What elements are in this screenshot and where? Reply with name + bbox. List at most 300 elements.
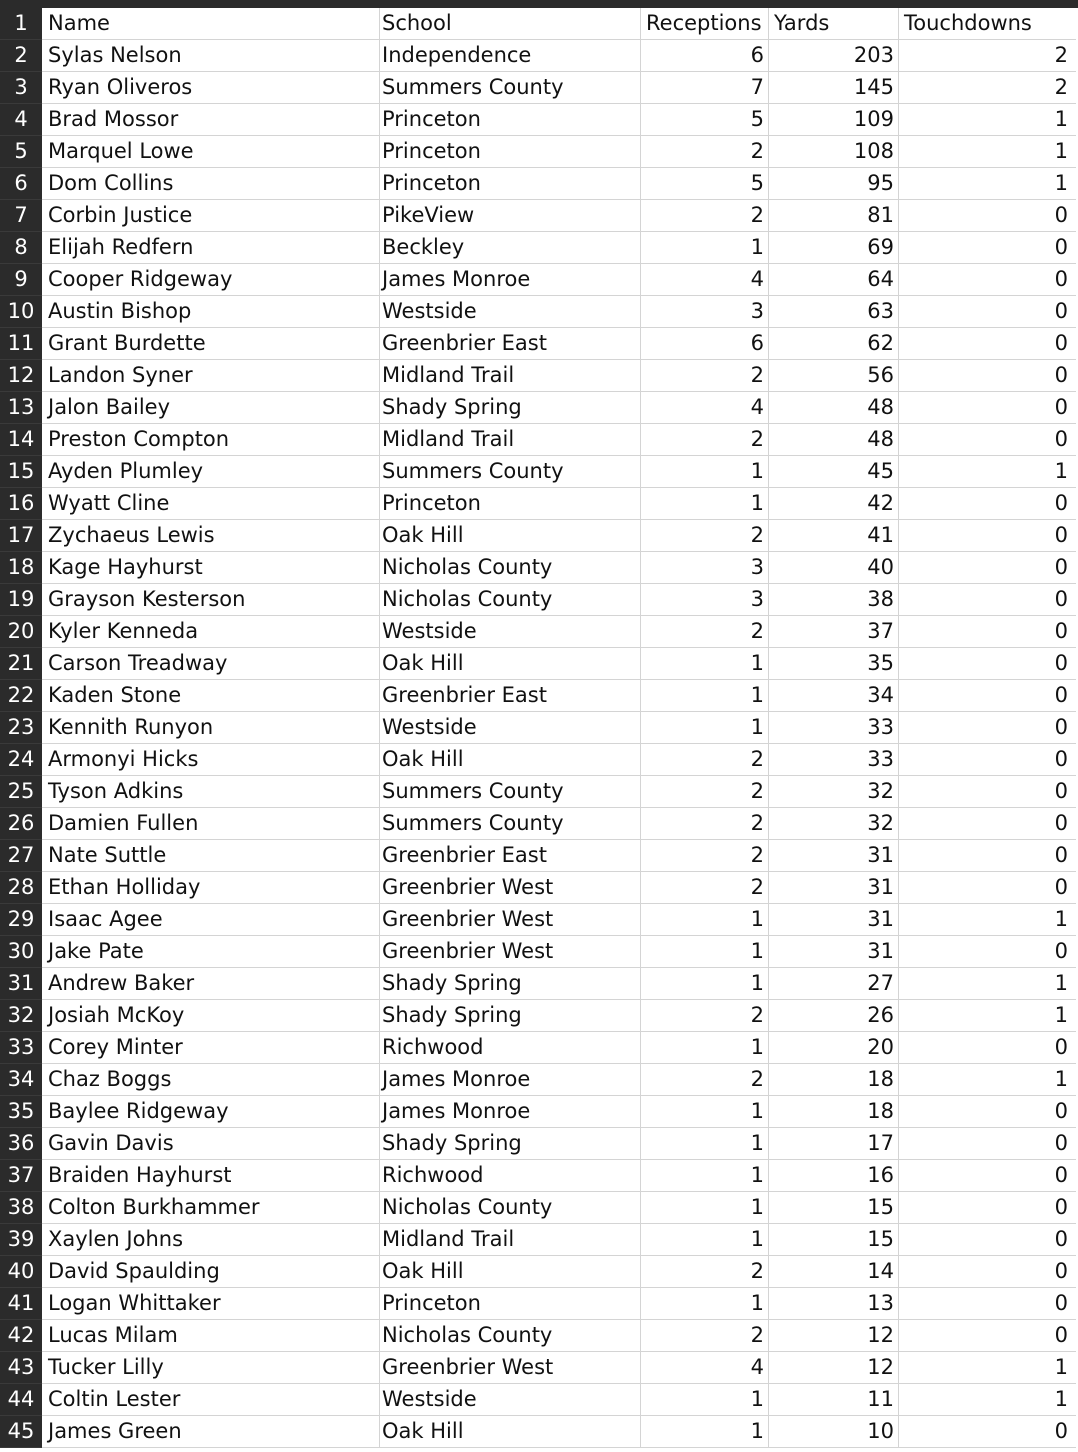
cell-receptions[interactable]: 2 — [641, 1320, 769, 1352]
cell-receptions[interactable]: 2 — [641, 744, 769, 776]
table-row — [0, 1352, 1078, 1384]
table-row — [0, 264, 1078, 296]
cell-receptions[interactable]: 2 — [641, 616, 769, 648]
cell-yards[interactable]: 35 — [769, 648, 899, 680]
cell-name[interactable]: Corbin Justice — [42, 200, 380, 232]
cell-name[interactable]: Landon Syner — [42, 360, 380, 392]
cell-school[interactable]: Princeton — [380, 1288, 641, 1320]
sheet-top-edge — [0, 0, 1078, 8]
cell-touchdowns[interactable]: 1 — [899, 968, 1076, 1000]
cell-touchdowns[interactable]: 1 — [899, 1384, 1076, 1416]
cell-name[interactable]: Kennith Runyon — [42, 712, 380, 744]
cell-name[interactable]: Logan Whittaker — [42, 1288, 380, 1320]
table-row — [0, 744, 1078, 776]
cell-school[interactable]: Richwood — [380, 1160, 641, 1192]
cell-touchdowns[interactable]: 0 — [899, 424, 1076, 456]
cell-receptions[interactable]: 2 — [641, 1256, 769, 1288]
cell-school[interactable]: Oak Hill — [380, 648, 641, 680]
cell-receptions[interactable]: 2 — [641, 360, 769, 392]
cell-receptions[interactable]: 2 — [641, 424, 769, 456]
table-row — [0, 1000, 1078, 1032]
table-row — [0, 200, 1078, 232]
table-row — [0, 488, 1078, 520]
cell-name[interactable]: Brad Mossor — [42, 104, 380, 136]
table-row — [0, 1160, 1078, 1192]
row-number[interactable]: 20 — [0, 616, 42, 648]
cell-touchdowns[interactable]: 0 — [899, 520, 1076, 552]
cell-name[interactable]: Kaden Stone — [42, 680, 380, 712]
cell-name[interactable]: Jalon Bailey — [42, 392, 380, 424]
cell-receptions[interactable]: 5 — [641, 168, 769, 200]
cell-name[interactable]: Andrew Baker — [42, 968, 380, 1000]
cell-school[interactable]: Midland Trail — [380, 360, 641, 392]
table-row — [0, 584, 1078, 616]
row-number[interactable]: 21 — [0, 648, 42, 680]
cell-receptions[interactable]: 2 — [641, 1000, 769, 1032]
cell-yards[interactable]: 64 — [769, 264, 899, 296]
cell-name[interactable]: Cooper Ridgeway — [42, 264, 380, 296]
cell-name[interactable]: Dom Collins — [42, 168, 380, 200]
cell-school[interactable]: Nicholas County — [380, 1320, 641, 1352]
table-row — [0, 1416, 1078, 1448]
cell-yards[interactable]: 63 — [769, 296, 899, 328]
cell-school[interactable]: Westside — [380, 616, 641, 648]
cell-yards[interactable]: 62 — [769, 328, 899, 360]
cell-yards[interactable]: 12 — [769, 1320, 899, 1352]
cell-receptions[interactable]: 1 — [641, 1416, 769, 1448]
cell-touchdowns[interactable]: 0 — [899, 616, 1076, 648]
cell-name[interactable]: Lucas Milam — [42, 1320, 380, 1352]
table-row — [0, 104, 1078, 136]
table-row — [0, 456, 1078, 488]
header-cell-yards[interactable]: Yards — [769, 8, 899, 40]
cell-yards[interactable]: 18 — [769, 1096, 899, 1128]
row-number[interactable]: 25 — [0, 776, 42, 808]
cell-yards[interactable]: 145 — [769, 72, 899, 104]
cell-yards[interactable]: 18 — [769, 1064, 899, 1096]
row-number[interactable]: 37 — [0, 1160, 42, 1192]
row-number[interactable]: 18 — [0, 552, 42, 584]
cell-school[interactable]: Greenbrier West — [380, 1352, 641, 1384]
row-number[interactable]: 8 — [0, 232, 42, 264]
cell-school[interactable]: Shady Spring — [380, 1128, 641, 1160]
cell-name[interactable]: Coltin Lester — [42, 1384, 380, 1416]
table-row — [0, 296, 1078, 328]
table-row — [0, 360, 1078, 392]
cell-school[interactable]: Greenbrier East — [380, 680, 641, 712]
cell-name[interactable]: Gavin Davis — [42, 1128, 380, 1160]
cell-school[interactable]: Nicholas County — [380, 584, 641, 616]
cell-receptions[interactable]: 1 — [641, 1096, 769, 1128]
cell-touchdowns[interactable]: 0 — [899, 264, 1076, 296]
table-row — [0, 904, 1078, 936]
row-number[interactable]: 28 — [0, 872, 42, 904]
cell-name[interactable]: Tucker Lilly — [42, 1352, 380, 1384]
cell-school[interactable]: James Monroe — [380, 1096, 641, 1128]
cell-receptions[interactable]: 1 — [641, 1128, 769, 1160]
cell-yards[interactable]: 34 — [769, 680, 899, 712]
row-number[interactable]: 39 — [0, 1224, 42, 1256]
row-number[interactable]: 22 — [0, 680, 42, 712]
cell-receptions[interactable]: 2 — [641, 136, 769, 168]
cell-yards[interactable]: 16 — [769, 1160, 899, 1192]
header-cell-touchdowns[interactable]: Touchdowns — [899, 8, 1076, 40]
cell-school[interactable]: Shady Spring — [380, 392, 641, 424]
cell-receptions[interactable]: 2 — [641, 840, 769, 872]
cell-receptions[interactable]: 1 — [641, 232, 769, 264]
cell-touchdowns[interactable]: 0 — [899, 584, 1076, 616]
table-row — [0, 1192, 1078, 1224]
cell-name[interactable]: Tyson Adkins — [42, 776, 380, 808]
table-row — [0, 1096, 1078, 1128]
table-row — [0, 1032, 1078, 1064]
row-number[interactable]: 12 — [0, 360, 42, 392]
cell-receptions[interactable]: 1 — [641, 1032, 769, 1064]
cell-school[interactable]: Midland Trail — [380, 1224, 641, 1256]
cell-name[interactable]: David Spaulding — [42, 1256, 380, 1288]
cell-name[interactable]: Armonyi Hicks — [42, 744, 380, 776]
cell-yards[interactable]: 12 — [769, 1352, 899, 1384]
cell-name[interactable]: Carson Treadway — [42, 648, 380, 680]
cell-receptions[interactable]: 2 — [641, 200, 769, 232]
cell-yards[interactable]: 31 — [769, 904, 899, 936]
cell-touchdowns[interactable]: 1 — [899, 168, 1076, 200]
row-number[interactable]: 7 — [0, 200, 42, 232]
cell-receptions[interactable]: 1 — [641, 680, 769, 712]
cell-school[interactable]: Westside — [380, 712, 641, 744]
table-row — [0, 968, 1078, 1000]
row-number[interactable]: 1 — [0, 8, 42, 40]
cell-receptions[interactable]: 1 — [641, 904, 769, 936]
cell-yards[interactable]: 38 — [769, 584, 899, 616]
cell-receptions[interactable]: 1 — [641, 1288, 769, 1320]
row-number[interactable]: 23 — [0, 712, 42, 744]
cell-yards[interactable]: 20 — [769, 1032, 899, 1064]
cell-name[interactable]: Grayson Kesterson — [42, 584, 380, 616]
row-number[interactable]: 38 — [0, 1192, 42, 1224]
cell-touchdowns[interactable]: 0 — [899, 1256, 1076, 1288]
cell-touchdowns[interactable]: 1 — [899, 136, 1076, 168]
cell-name[interactable]: Marquel Lowe — [42, 136, 380, 168]
cell-touchdowns[interactable]: 0 — [899, 1128, 1076, 1160]
row-number[interactable]: 43 — [0, 1352, 42, 1384]
cell-school[interactable]: Princeton — [380, 104, 641, 136]
header-row — [0, 8, 1078, 40]
row-number[interactable]: 3 — [0, 72, 42, 104]
cell-touchdowns[interactable]: 0 — [899, 328, 1076, 360]
cell-yards[interactable]: 27 — [769, 968, 899, 1000]
cell-school[interactable]: Summers County — [380, 776, 641, 808]
row-number[interactable]: 9 — [0, 264, 42, 296]
cell-receptions[interactable]: 6 — [641, 328, 769, 360]
cell-yards[interactable]: 109 — [769, 104, 899, 136]
cell-school[interactable]: James Monroe — [380, 1064, 641, 1096]
cell-touchdowns[interactable]: 0 — [899, 840, 1076, 872]
cell-receptions[interactable]: 1 — [641, 1160, 769, 1192]
cell-receptions[interactable]: 1 — [641, 1224, 769, 1256]
cell-touchdowns[interactable]: 0 — [899, 712, 1076, 744]
row-number[interactable]: 40 — [0, 1256, 42, 1288]
cell-school[interactable]: Oak Hill — [380, 1256, 641, 1288]
cell-touchdowns[interactable]: 0 — [899, 808, 1076, 840]
cell-yards[interactable]: 11 — [769, 1384, 899, 1416]
cell-yards[interactable]: 41 — [769, 520, 899, 552]
cell-receptions[interactable]: 1 — [641, 968, 769, 1000]
row-number[interactable]: 11 — [0, 328, 42, 360]
cell-school[interactable]: Independence — [380, 40, 641, 72]
cell-school[interactable]: Greenbrier West — [380, 936, 641, 968]
cell-touchdowns[interactable]: 0 — [899, 1192, 1076, 1224]
cell-name[interactable]: Corey Minter — [42, 1032, 380, 1064]
row-number[interactable]: 27 — [0, 840, 42, 872]
cell-yards[interactable]: 40 — [769, 552, 899, 584]
row-number[interactable]: 2 — [0, 40, 42, 72]
cell-name[interactable]: Xaylen Johns — [42, 1224, 380, 1256]
row-number[interactable]: 24 — [0, 744, 42, 776]
cell-school[interactable]: Nicholas County — [380, 552, 641, 584]
row-number[interactable]: 29 — [0, 904, 42, 936]
cell-yards[interactable]: 81 — [769, 200, 899, 232]
cell-yards[interactable]: 48 — [769, 424, 899, 456]
cell-name[interactable]: Preston Compton — [42, 424, 380, 456]
cell-touchdowns[interactable]: 0 — [899, 872, 1076, 904]
cell-school[interactable]: Richwood — [380, 1032, 641, 1064]
cell-touchdowns[interactable]: 1 — [899, 456, 1076, 488]
cell-receptions[interactable]: 1 — [641, 936, 769, 968]
cell-name[interactable]: Ayden Plumley — [42, 456, 380, 488]
row-number[interactable]: 41 — [0, 1288, 42, 1320]
cell-school[interactable]: Westside — [380, 1384, 641, 1416]
cell-receptions[interactable]: 1 — [641, 712, 769, 744]
cell-name[interactable]: Isaac Agee — [42, 904, 380, 936]
table-row — [0, 1384, 1078, 1416]
cell-school[interactable]: Oak Hill — [380, 744, 641, 776]
cell-receptions[interactable]: 3 — [641, 552, 769, 584]
cell-name[interactable]: Chaz Boggs — [42, 1064, 380, 1096]
cell-receptions[interactable]: 4 — [641, 392, 769, 424]
cell-school[interactable]: Summers County — [380, 808, 641, 840]
cell-touchdowns[interactable]: 0 — [899, 392, 1076, 424]
cell-school[interactable]: Midland Trail — [380, 424, 641, 456]
cell-touchdowns[interactable]: 0 — [899, 744, 1076, 776]
cell-school[interactable]: Nicholas County — [380, 1192, 641, 1224]
row-number[interactable]: 13 — [0, 392, 42, 424]
cell-school[interactable]: Summers County — [380, 72, 641, 104]
cell-touchdowns[interactable]: 1 — [899, 104, 1076, 136]
row-number[interactable]: 35 — [0, 1096, 42, 1128]
table-row — [0, 712, 1078, 744]
row-number[interactable]: 34 — [0, 1064, 42, 1096]
table-row — [0, 1320, 1078, 1352]
cell-touchdowns[interactable]: 1 — [899, 1352, 1076, 1384]
cell-yards[interactable]: 31 — [769, 936, 899, 968]
cell-school[interactable]: PikeView — [380, 200, 641, 232]
header-cell-name[interactable]: Name — [42, 8, 380, 40]
cell-touchdowns[interactable]: 0 — [899, 680, 1076, 712]
cell-touchdowns[interactable]: 1 — [899, 1000, 1076, 1032]
cell-name[interactable]: James Green — [42, 1416, 380, 1448]
table-row — [0, 1128, 1078, 1160]
cell-receptions[interactable]: 3 — [641, 296, 769, 328]
row-number[interactable]: 5 — [0, 136, 42, 168]
cell-touchdowns[interactable]: 0 — [899, 200, 1076, 232]
cell-receptions[interactable]: 1 — [641, 1192, 769, 1224]
table-row — [0, 648, 1078, 680]
row-number[interactable]: 44 — [0, 1384, 42, 1416]
table-row — [0, 680, 1078, 712]
cell-yards[interactable]: 95 — [769, 168, 899, 200]
cell-name[interactable]: Grant Burdette — [42, 328, 380, 360]
cell-touchdowns[interactable]: 0 — [899, 1320, 1076, 1352]
cell-name[interactable]: Baylee Ridgeway — [42, 1096, 380, 1128]
row-number[interactable]: 30 — [0, 936, 42, 968]
cell-receptions[interactable]: 1 — [641, 488, 769, 520]
cell-school[interactable]: Summers County — [380, 456, 641, 488]
cell-yards[interactable]: 42 — [769, 488, 899, 520]
row-number[interactable]: 32 — [0, 1000, 42, 1032]
cell-touchdowns[interactable]: 0 — [899, 1032, 1076, 1064]
cell-receptions[interactable]: 4 — [641, 1352, 769, 1384]
cell-yards[interactable]: 14 — [769, 1256, 899, 1288]
cell-yards[interactable]: 37 — [769, 616, 899, 648]
table-row — [0, 1224, 1078, 1256]
row-number[interactable]: 33 — [0, 1032, 42, 1064]
cell-name[interactable]: Colton Burkhammer — [42, 1192, 380, 1224]
cell-receptions[interactable]: 2 — [641, 776, 769, 808]
cell-yards[interactable]: 15 — [769, 1192, 899, 1224]
cell-school[interactable]: Greenbrier East — [380, 840, 641, 872]
row-number[interactable]: 15 — [0, 456, 42, 488]
row-number[interactable]: 6 — [0, 168, 42, 200]
table-row — [0, 776, 1078, 808]
cell-yards[interactable]: 32 — [769, 808, 899, 840]
cell-touchdowns[interactable]: 0 — [899, 776, 1076, 808]
row-number[interactable]: 10 — [0, 296, 42, 328]
cell-school[interactable]: Greenbrier East — [380, 328, 641, 360]
cell-receptions[interactable]: 1 — [641, 1384, 769, 1416]
cell-school[interactable]: Princeton — [380, 168, 641, 200]
cell-yards[interactable]: 45 — [769, 456, 899, 488]
cell-school[interactable]: Greenbrier West — [380, 872, 641, 904]
row-number[interactable]: 31 — [0, 968, 42, 1000]
cell-school[interactable]: Princeton — [380, 488, 641, 520]
cell-touchdowns[interactable]: 0 — [899, 232, 1076, 264]
cell-touchdowns[interactable]: 2 — [899, 72, 1076, 104]
row-number[interactable]: 19 — [0, 584, 42, 616]
cell-yards[interactable]: 31 — [769, 840, 899, 872]
cell-name[interactable]: Ethan Holliday — [42, 872, 380, 904]
cell-school[interactable]: Oak Hill — [380, 520, 641, 552]
row-number[interactable]: 4 — [0, 104, 42, 136]
cell-touchdowns[interactable]: 0 — [899, 1160, 1076, 1192]
cell-yards[interactable]: 33 — [769, 712, 899, 744]
cell-touchdowns[interactable]: 0 — [899, 1416, 1076, 1448]
cell-name[interactable]: Jake Pate — [42, 936, 380, 968]
row-number[interactable]: 42 — [0, 1320, 42, 1352]
header-cell-receptions[interactable]: Receptions — [641, 8, 769, 40]
cell-school[interactable]: Princeton — [380, 136, 641, 168]
cell-school[interactable]: Beckley — [380, 232, 641, 264]
cell-yards[interactable]: 48 — [769, 392, 899, 424]
cell-school[interactable]: James Monroe — [380, 264, 641, 296]
cell-name[interactable]: Sylas Nelson — [42, 40, 380, 72]
cell-receptions[interactable]: 3 — [641, 584, 769, 616]
cell-name[interactable]: Braiden Hayhurst — [42, 1160, 380, 1192]
cell-name[interactable]: Zychaeus Lewis — [42, 520, 380, 552]
cell-yards[interactable]: 31 — [769, 872, 899, 904]
cell-school[interactable]: Westside — [380, 296, 641, 328]
cell-yards[interactable]: 13 — [769, 1288, 899, 1320]
cell-school[interactable]: Shady Spring — [380, 1000, 641, 1032]
cell-yards[interactable]: 108 — [769, 136, 899, 168]
cell-yards[interactable]: 32 — [769, 776, 899, 808]
cell-touchdowns[interactable]: 0 — [899, 1288, 1076, 1320]
cell-receptions[interactable]: 4 — [641, 264, 769, 296]
table-row — [0, 40, 1078, 72]
cell-name[interactable]: Kage Hayhurst — [42, 552, 380, 584]
cell-name[interactable]: Ryan Oliveros — [42, 72, 380, 104]
row-number[interactable]: 16 — [0, 488, 42, 520]
row-number[interactable]: 14 — [0, 424, 42, 456]
cell-name[interactable]: Wyatt Cline — [42, 488, 380, 520]
cell-touchdowns[interactable]: 0 — [899, 1096, 1076, 1128]
cell-touchdowns[interactable]: 1 — [899, 904, 1076, 936]
row-number[interactable]: 36 — [0, 1128, 42, 1160]
cell-school[interactable]: Oak Hill — [380, 1416, 641, 1448]
cell-yards[interactable]: 56 — [769, 360, 899, 392]
cell-receptions[interactable]: 5 — [641, 104, 769, 136]
cell-touchdowns[interactable]: 0 — [899, 488, 1076, 520]
cell-school[interactable]: Shady Spring — [380, 968, 641, 1000]
cell-receptions[interactable]: 2 — [641, 520, 769, 552]
row-number[interactable]: 45 — [0, 1416, 42, 1448]
cell-name[interactable]: Nate Suttle — [42, 840, 380, 872]
cell-name[interactable]: Damien Fullen — [42, 808, 380, 840]
cell-receptions[interactable]: 2 — [641, 1064, 769, 1096]
cell-yards[interactable]: 15 — [769, 1224, 899, 1256]
cell-yards[interactable]: 26 — [769, 1000, 899, 1032]
cell-name[interactable]: Kyler Kenneda — [42, 616, 380, 648]
cell-touchdowns[interactable]: 0 — [899, 936, 1076, 968]
cell-touchdowns[interactable]: 0 — [899, 1224, 1076, 1256]
cell-touchdowns[interactable]: 2 — [899, 40, 1076, 72]
cell-name[interactable]: Josiah McKoy — [42, 1000, 380, 1032]
cell-receptions[interactable]: 1 — [641, 456, 769, 488]
cell-receptions[interactable]: 7 — [641, 72, 769, 104]
cell-touchdowns[interactable]: 1 — [899, 1064, 1076, 1096]
cell-yards[interactable]: 33 — [769, 744, 899, 776]
cell-touchdowns[interactable]: 0 — [899, 648, 1076, 680]
row-number[interactable]: 26 — [0, 808, 42, 840]
row-number[interactable]: 17 — [0, 520, 42, 552]
cell-name[interactable]: Austin Bishop — [42, 296, 380, 328]
cell-touchdowns[interactable]: 0 — [899, 552, 1076, 584]
cell-receptions[interactable]: 2 — [641, 872, 769, 904]
cell-yards[interactable]: 17 — [769, 1128, 899, 1160]
header-cell-school[interactable]: School — [380, 8, 641, 40]
cell-yards[interactable]: 10 — [769, 1416, 899, 1448]
cell-school[interactable]: Greenbrier West — [380, 904, 641, 936]
cell-receptions[interactable]: 6 — [641, 40, 769, 72]
cell-yards[interactable]: 203 — [769, 40, 899, 72]
cell-touchdowns[interactable]: 0 — [899, 360, 1076, 392]
cell-name[interactable]: Elijah Redfern — [42, 232, 380, 264]
cell-receptions[interactable]: 1 — [641, 648, 769, 680]
table-row — [0, 520, 1078, 552]
cell-yards[interactable]: 69 — [769, 232, 899, 264]
cell-receptions[interactable]: 2 — [641, 808, 769, 840]
cell-touchdowns[interactable]: 0 — [899, 296, 1076, 328]
